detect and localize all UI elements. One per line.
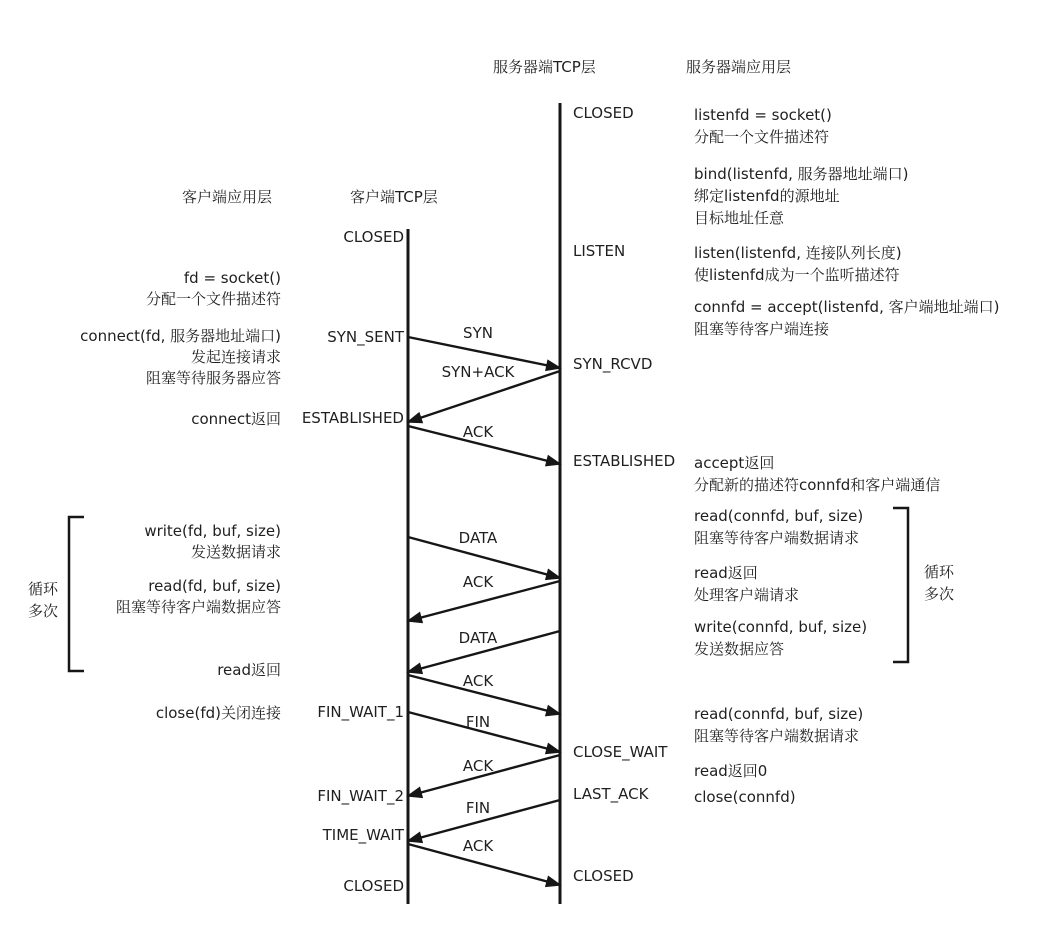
annotation-line: listen(listenfd, 连接队列长度) bbox=[694, 244, 902, 262]
header-client-tcp-layer: 客户端TCP层 bbox=[350, 188, 438, 206]
client-annotation-write bbox=[144, 521, 281, 563]
annotation-line: bind(listenfd, 服务器地址端口) bbox=[694, 165, 909, 183]
annotation-line: 发送数据应答 bbox=[694, 640, 785, 658]
server-annotation-accept bbox=[694, 296, 999, 340]
server-annotation-read-1 bbox=[694, 505, 863, 549]
client-state-closed-start: CLOSED bbox=[343, 228, 404, 246]
message-label-ack-3: ACK bbox=[462, 672, 494, 690]
loop-label-line: 多次 bbox=[924, 585, 955, 603]
annotation-line: 目标地址任意 bbox=[694, 209, 785, 227]
annotation-line: 分配一个文件描述符 bbox=[694, 128, 830, 146]
annotation-line: 处理客户端请求 bbox=[694, 586, 800, 604]
server-state-listen: LISTEN bbox=[573, 242, 626, 260]
loop-label-line: 循环 bbox=[924, 563, 955, 581]
client-annotation-read-return bbox=[217, 660, 281, 681]
annotation-line: connect返回 bbox=[191, 410, 281, 428]
annotation-line: 阻塞等待客户端数据请求 bbox=[694, 727, 860, 745]
annotation-line: 使listenfd成为一个监听描述符 bbox=[694, 266, 900, 284]
server-annotation-read-2 bbox=[694, 703, 863, 747]
message-label-data-1: DATA bbox=[458, 529, 498, 547]
annotation-line: read返回0 bbox=[694, 762, 768, 780]
message-label-ack-4: ACK bbox=[462, 757, 494, 775]
client-annotation-connect-return bbox=[191, 409, 281, 430]
header-client-app-layer: 客户端应用层 bbox=[182, 188, 273, 206]
server-annotation-bind bbox=[694, 163, 909, 229]
server-annotation-write bbox=[694, 616, 867, 660]
annotation-line: close(fd)关闭连接 bbox=[155, 704, 281, 722]
annotation-line: write(connfd, buf, size) bbox=[694, 618, 868, 636]
client-state-fin-wait-2: FIN_WAIT_2 bbox=[317, 787, 404, 805]
message-label-syn-ack: SYN+ACK bbox=[441, 363, 515, 381]
server-annotation-accept-return bbox=[694, 452, 940, 496]
annotation-line: 阻塞等待客户端数据请求 bbox=[694, 529, 860, 547]
message-label-data-2: DATA bbox=[458, 629, 498, 647]
client-annotation-connect bbox=[80, 326, 281, 389]
server-state-close-wait: CLOSE_WAIT bbox=[573, 743, 668, 761]
loop-label-line: 循环 bbox=[28, 580, 59, 598]
right-loop-label bbox=[924, 561, 954, 605]
header-server-app-layer: 服务器端应用层 bbox=[686, 58, 792, 76]
server-state-established: ESTABLISHED bbox=[573, 452, 676, 470]
left-loop-label bbox=[28, 578, 58, 622]
header-server-tcp-layer: 服务器端TCP层 bbox=[493, 58, 596, 76]
server-state-closed-end: CLOSED bbox=[573, 867, 634, 885]
client-state-closed-end: CLOSED bbox=[343, 877, 404, 895]
client-annotation-socket bbox=[146, 268, 281, 310]
annotation-line: 阻塞等待服务器应答 bbox=[145, 369, 281, 387]
server-annotation-read-return-0 bbox=[694, 760, 767, 782]
annotation-line: 阻塞等待客户端连接 bbox=[694, 320, 830, 338]
annotation-line: listenfd = socket() bbox=[694, 106, 832, 124]
server-annotation-read-return bbox=[694, 562, 799, 606]
left-loop-bracket bbox=[69, 517, 84, 671]
annotation-line: write(fd, buf, size) bbox=[144, 522, 281, 540]
server-annotation-listen bbox=[694, 242, 902, 286]
server-state-syn-rcvd: SYN_RCVD bbox=[573, 355, 653, 373]
client-annotation-read bbox=[116, 576, 281, 618]
annotation-line: 发送数据请求 bbox=[190, 543, 281, 561]
annotation-line: read返回 bbox=[217, 661, 281, 679]
annotation-line: 分配新的描述符connfd和客户端通信 bbox=[694, 476, 941, 494]
client-state-fin-wait-1: FIN_WAIT_1 bbox=[317, 703, 404, 721]
message-label-syn: SYN bbox=[463, 324, 493, 342]
lifelines bbox=[408, 103, 560, 904]
annotation-line: connect(fd, 服务器地址端口) bbox=[80, 327, 281, 345]
annotation-line: accept返回 bbox=[694, 454, 775, 472]
client-state-syn-sent: SYN_SENT bbox=[327, 328, 404, 346]
annotation-line: read(connfd, buf, size) bbox=[694, 507, 864, 525]
annotation-line: read(fd, buf, size) bbox=[148, 577, 281, 595]
annotation-line: read(connfd, buf, size) bbox=[694, 705, 864, 723]
annotation-line: read返回 bbox=[694, 564, 758, 582]
message-label-ack-5: ACK bbox=[462, 837, 494, 855]
server-annotation-socket bbox=[694, 104, 832, 148]
annotation-line: 绑定listenfd的源地址 bbox=[694, 187, 840, 205]
annotation-line: 分配一个文件描述符 bbox=[145, 290, 281, 308]
loop-label-line: 多次 bbox=[28, 602, 59, 620]
server-annotation-close bbox=[694, 786, 796, 808]
client-state-established: ESTABLISHED bbox=[301, 409, 404, 427]
right-loop-bracket bbox=[893, 508, 908, 662]
annotation-line: 阻塞等待客户端数据应答 bbox=[115, 598, 281, 616]
annotation-line: fd = socket() bbox=[183, 269, 281, 287]
server-state-last-ack: LAST_ACK bbox=[573, 785, 649, 803]
client-state-time-wait: TIME_WAIT bbox=[322, 826, 404, 844]
annotation-line: 发起连接请求 bbox=[190, 348, 281, 366]
message-label-fin-1: FIN bbox=[465, 713, 491, 731]
annotation-line: connfd = accept(listenfd, 客户端地址端口) bbox=[694, 298, 1000, 316]
message-label-ack-2: ACK bbox=[462, 573, 494, 591]
server-state-closed-start: CLOSED bbox=[573, 104, 634, 122]
annotation-line: close(connfd) bbox=[694, 788, 796, 806]
client-annotation-close bbox=[156, 703, 281, 724]
message-label-fin-2: FIN bbox=[465, 799, 491, 817]
message-label-ack-1: ACK bbox=[462, 423, 494, 441]
